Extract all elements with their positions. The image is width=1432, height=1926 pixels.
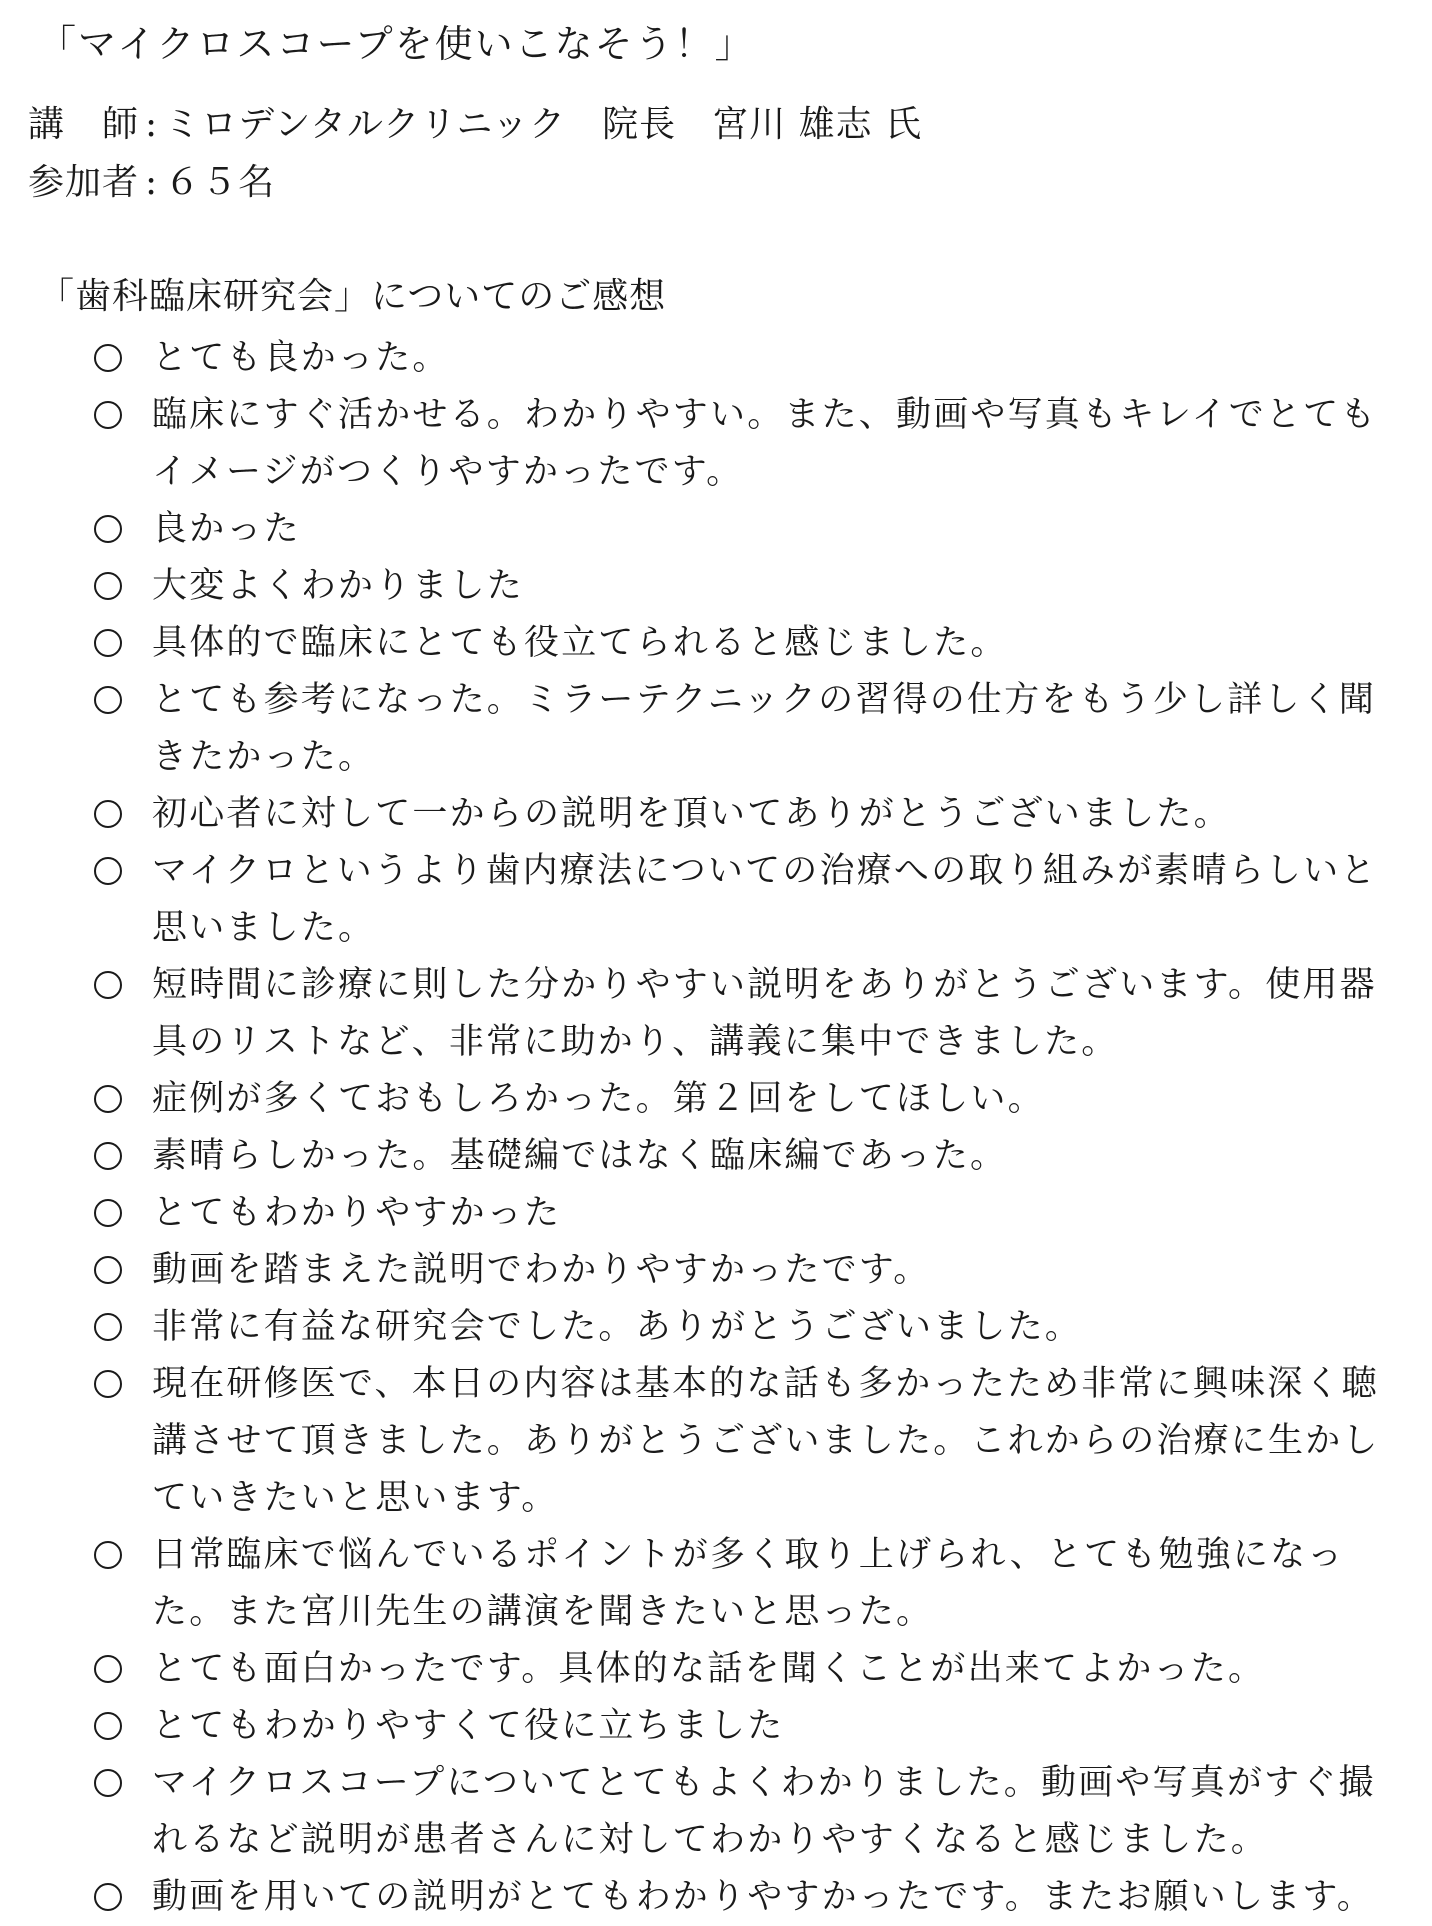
- circle-bullet-icon: [94, 1698, 152, 1740]
- comment-item: [94, 1869, 1384, 1926]
- circle-bullet-icon: [94, 957, 152, 999]
- circle-bullet-icon: [94, 1356, 152, 1398]
- lecturer-label: 講 師: [28, 104, 140, 145]
- comment-item: [94, 1356, 1384, 1527]
- page-title: 「マイクロスコープを使いこなそう！」: [38, 22, 755, 66]
- comment-text: とても良かった。: [152, 338, 450, 378]
- circle-bullet-icon: [94, 1185, 152, 1227]
- circle-bullet-icon: [94, 1242, 152, 1284]
- circle-bullet-icon: [94, 1071, 152, 1113]
- comment-text: 現在研修医で、本日の内容は基本的な話も多かったため非常に興味深く聴講させて頂きました。ありがとうございました。これからの治療に生かしていきたいと思います。: [152, 1364, 1380, 1518]
- lecturer-colon: :: [145, 104, 159, 145]
- comment-text: マイクロというより歯内療法についての治療への取り組みが素晴らしいと思いました。: [152, 851, 1378, 948]
- comment-text: 臨床にすぐ活かせる。わかりやすい。また、動画や写真もキレイでとてもイメージがつくりやすかったです。: [152, 395, 1378, 492]
- comment-item: [94, 558, 1384, 615]
- comment-text: 非常に有益な研究会でした。ありがとうございました。: [152, 1307, 1083, 1347]
- comment-item: [94, 1527, 1384, 1641]
- participants-colon: :: [145, 162, 159, 203]
- comment-text: 初心者に対して一からの説明を頂いてありがとうございました。: [152, 794, 1231, 834]
- comment-item: [94, 387, 1384, 501]
- participants-label: 参加者: [28, 162, 140, 203]
- comment-item: [94, 672, 1384, 786]
- comment-text: 具体的で臨床にとても役立てられると感じました。: [152, 623, 1008, 663]
- lecturer-clinic: ミロデンタルクリニック: [164, 104, 567, 145]
- comment-text: 症例が多くておもしろかった。第２回をしてほしい。: [152, 1079, 1045, 1119]
- circle-bullet-icon: [94, 330, 152, 372]
- comment-text: とても参考になった。ミラーテクニックの習得の仕方をもう少し詳しく聞きたかった。: [152, 680, 1377, 777]
- section-title: 「歯科臨床研究会」についてのご感想: [38, 276, 667, 317]
- comment-text: とてもわかりやすくて役に立ちました: [152, 1706, 785, 1746]
- comment-list: [94, 330, 1384, 1926]
- comment-item: [94, 1755, 1384, 1869]
- circle-bullet-icon: [94, 387, 152, 429]
- circle-bullet-icon: [94, 672, 152, 714]
- comment-item: [94, 1071, 1384, 1128]
- comment-item: [94, 786, 1384, 843]
- comment-item: [94, 1698, 1384, 1755]
- circle-bullet-icon: [94, 1869, 152, 1911]
- comment-text: 素晴らしかった。基礎編ではなく臨床編であった。: [152, 1136, 1008, 1176]
- circle-bullet-icon: [94, 1128, 152, 1170]
- circle-bullet-icon: [94, 558, 152, 600]
- comment-item: [94, 1242, 1384, 1299]
- comment-item: [94, 615, 1384, 672]
- comment-item: [94, 1185, 1384, 1242]
- circle-bullet-icon: [94, 1527, 152, 1569]
- circle-bullet-icon: [94, 1641, 152, 1683]
- comment-text: とてもわかりやすかった: [152, 1193, 562, 1233]
- participants-count: ６５名: [164, 162, 276, 203]
- comment-item: [94, 1641, 1384, 1698]
- circle-bullet-icon: [94, 501, 152, 543]
- lecturer-name: 宮川 雄志 氏: [712, 104, 923, 145]
- circle-bullet-icon: [94, 843, 152, 885]
- comment-item: [94, 330, 1384, 387]
- comment-item: [94, 1299, 1384, 1356]
- lecturer-position: 院長: [602, 104, 677, 145]
- comment-item: [94, 957, 1384, 1071]
- comment-text: 動画を用いての説明がとてもわかりやすかったです。またお願いします。: [152, 1877, 1375, 1917]
- comment-text: 短時間に診療に則した分かりやすい説明をありがとうございます。使用器具のリストなど、非常に助かり、講義に集中できました。: [152, 965, 1377, 1062]
- comment-item: [94, 1128, 1384, 1185]
- participants-line: [28, 158, 275, 208]
- comment-text: マイクロスコープについてとてもよくわかりました。動画や写真がすぐ撮れるなど説明が患者さんに対してわかりやすくなると感じました。: [152, 1763, 1376, 1860]
- circle-bullet-icon: [94, 1299, 152, 1341]
- comment-item: [94, 501, 1384, 558]
- circle-bullet-icon: [94, 615, 152, 657]
- circle-bullet-icon: [94, 1755, 152, 1797]
- comment-item: [94, 843, 1384, 957]
- comment-text: 大変よくわかりました: [152, 566, 525, 606]
- lecturer-line: [28, 100, 922, 150]
- circle-bullet-icon: [94, 786, 152, 828]
- comment-text: 良かった: [152, 509, 301, 549]
- comment-text: 日常臨床で悩んでいるポイントが多く取り上げられ、とても勉強になった。また宮川先生の講演を聞きたいと思った。: [152, 1535, 1345, 1632]
- comment-text: 動画を踏まえた説明でわかりやすかったです。: [152, 1250, 931, 1290]
- comment-text: とても面白かったです。具体的な話を聞くことが出来てよかった。: [152, 1649, 1266, 1689]
